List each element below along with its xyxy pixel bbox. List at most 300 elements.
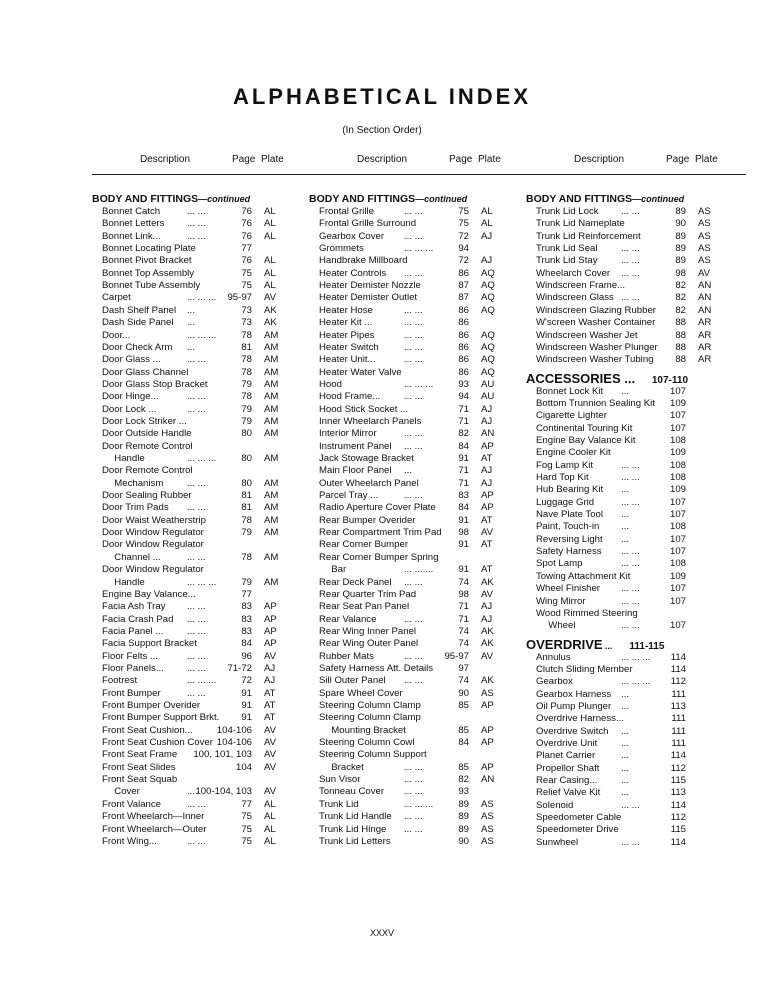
entry-description: Trunk Lid Stay bbox=[536, 255, 598, 267]
leader-dots: ... ... ... bbox=[621, 651, 651, 663]
entry-plate: AJ bbox=[481, 255, 493, 267]
index-entry bbox=[536, 726, 756, 738]
index-entry bbox=[102, 626, 322, 638]
leader-dots: ... ... bbox=[621, 459, 640, 471]
index-entry bbox=[102, 589, 322, 601]
index-entry bbox=[319, 749, 539, 761]
index-entry bbox=[102, 206, 322, 218]
plate-header: Plate bbox=[695, 154, 718, 165]
entry-description: Bonnet Catch bbox=[102, 206, 161, 217]
index-entry bbox=[536, 398, 756, 410]
index-entry bbox=[536, 410, 756, 422]
index-entry bbox=[102, 478, 322, 490]
entry-description: Bonnet Locating Plate bbox=[102, 243, 196, 255]
leader-dots: ... ... bbox=[187, 218, 206, 230]
leader-dots: ... bbox=[621, 762, 629, 774]
entry-description: Rear Valance bbox=[319, 613, 377, 625]
leader-dots: ... ... bbox=[621, 595, 640, 607]
entry-page: 113 bbox=[670, 700, 686, 712]
entry-description: Jack Stowage Bracket bbox=[319, 453, 414, 464]
entry-page: 108 bbox=[669, 434, 686, 446]
leader-dots: ... bbox=[621, 688, 629, 700]
entry-page: 109 bbox=[669, 570, 686, 582]
entry-description: Front Bumper Support Brkt. bbox=[102, 712, 220, 724]
index-entry bbox=[102, 737, 322, 749]
entry-description: Annulus bbox=[536, 651, 571, 663]
leader-dots: ... bbox=[621, 750, 629, 762]
entry-plate: AN bbox=[481, 774, 495, 786]
index-entry bbox=[102, 404, 322, 416]
entry-page: 84 bbox=[458, 502, 469, 514]
entry-description: Footrest bbox=[102, 675, 138, 687]
entry-plate: AL bbox=[264, 280, 276, 292]
entry-plate: AP bbox=[481, 724, 494, 736]
leader-dots: ... ... bbox=[187, 391, 206, 403]
entry-plate: AN bbox=[698, 280, 712, 292]
entry-page: 72 bbox=[241, 675, 252, 687]
index-entry bbox=[102, 688, 322, 700]
entry-page: 112 bbox=[670, 676, 686, 688]
leader-dots: ... bbox=[621, 509, 629, 521]
entry-description: Front Bumper bbox=[102, 687, 161, 699]
index-entry bbox=[319, 280, 539, 292]
entry-plate: AV bbox=[264, 786, 277, 798]
entry-plate: AQ bbox=[481, 366, 495, 378]
entry-description: Rear Wing Inner Panel bbox=[319, 625, 417, 637]
index-entry bbox=[319, 564, 539, 576]
entry-plate: AL bbox=[481, 206, 493, 217]
entry-page: 82 bbox=[675, 280, 686, 292]
entry-page: 88 bbox=[675, 329, 686, 341]
entry-page: 94 bbox=[458, 391, 469, 403]
entry-page: 86 bbox=[458, 366, 469, 378]
leader-dots: ... bbox=[621, 533, 629, 545]
entry-plate: AS bbox=[481, 823, 494, 835]
entry-page: 74 bbox=[458, 638, 469, 650]
entry-page: 71 bbox=[458, 465, 469, 477]
entry-plate: AT bbox=[481, 453, 493, 464]
entry-description: Inner Wheelarch Panels bbox=[319, 415, 422, 427]
entry-description: Door Glass Channel bbox=[102, 366, 189, 378]
entry-plate: AJ bbox=[481, 230, 493, 242]
entry-plate: AJ bbox=[481, 403, 493, 415]
entry-plate: AV bbox=[264, 761, 277, 773]
leader-dots: ... bbox=[621, 385, 629, 397]
index-entry bbox=[536, 787, 756, 799]
entry-description: Front Seat Cushion... bbox=[102, 724, 193, 736]
entry-page: 90 bbox=[458, 687, 469, 699]
index-entry bbox=[319, 342, 539, 354]
entry-description: Facia Panel ... bbox=[102, 625, 164, 637]
entry-description: Heater Water Valve bbox=[319, 366, 402, 378]
entry-page: 93 bbox=[458, 378, 469, 390]
entry-plate: AL bbox=[264, 267, 276, 279]
entry-description: Bonnet Link... bbox=[102, 230, 161, 242]
entry-page: 76 bbox=[241, 218, 252, 230]
entry-page: 80 bbox=[241, 477, 252, 489]
leader-dots: ... ... ... bbox=[621, 676, 651, 688]
index-entry bbox=[102, 663, 322, 675]
entry-page: 114 bbox=[670, 799, 686, 811]
index-entry bbox=[319, 737, 539, 749]
entry-page: 111 bbox=[671, 725, 686, 737]
entry-plate: AL bbox=[264, 218, 276, 230]
index-entry bbox=[102, 774, 322, 786]
entry-description: Bonnet Pivot Bracket bbox=[102, 255, 192, 267]
leader-dots: ... ... bbox=[404, 613, 423, 625]
index-entry bbox=[536, 268, 756, 280]
entry-plate: AV bbox=[481, 527, 494, 539]
index-entry bbox=[536, 342, 756, 354]
entry-description: Front Wheelarch—Inner bbox=[102, 811, 205, 823]
entry-description: Rear Wing Outer Panel bbox=[319, 638, 419, 650]
entry-description: Frontal Grille Surround bbox=[319, 218, 417, 230]
entry-page: 76 bbox=[241, 230, 252, 242]
entry-description: Overdrive Harness... bbox=[536, 713, 624, 725]
entry-plate: AK bbox=[481, 576, 494, 588]
entry-plate: AU bbox=[481, 378, 495, 390]
index-entry bbox=[536, 800, 756, 812]
leader-dots: ... ... bbox=[404, 267, 423, 279]
entry-plate: AN bbox=[481, 428, 495, 440]
entry-page: 73 bbox=[241, 304, 252, 316]
entry-plate: AS bbox=[698, 218, 711, 230]
entry-description: Engine Bay Valance Kit bbox=[536, 434, 636, 446]
page-number: XXXV bbox=[369, 928, 394, 938]
leader-dots: ... ... bbox=[621, 472, 640, 483]
index-entry bbox=[102, 601, 322, 613]
header-rule bbox=[526, 174, 746, 175]
index-entry bbox=[102, 836, 322, 848]
index-entry bbox=[102, 330, 322, 342]
entry-plate: AS bbox=[698, 206, 711, 217]
entry-description: Overdrive Switch bbox=[536, 725, 609, 737]
entry-page: 91 bbox=[458, 514, 469, 526]
leader-dots: ... bbox=[404, 465, 412, 477]
entry-plate: AP bbox=[481, 490, 494, 502]
entry-description: Interior Mirror bbox=[319, 428, 377, 440]
leader-dots: ... ... ... bbox=[404, 378, 434, 390]
entry-plate: AP bbox=[481, 700, 494, 711]
entry-page: 108 bbox=[669, 521, 686, 533]
entry-description: Overdrive Unit bbox=[536, 738, 598, 749]
entry-plate: AP bbox=[264, 601, 277, 613]
entry-description: Rear Quarter Trim Pad bbox=[319, 588, 417, 600]
entry-page: 114 bbox=[670, 651, 686, 663]
index-entry bbox=[102, 675, 322, 687]
entry-description: Windscreen Washer Tubing bbox=[536, 354, 654, 366]
entry-description: Wheelarch Cover bbox=[536, 267, 611, 279]
entry-plate: AT bbox=[264, 712, 276, 724]
entry-page: 91 bbox=[458, 539, 469, 551]
entry-description: Dash Side Panel bbox=[102, 317, 174, 329]
index-entry bbox=[102, 354, 322, 366]
entry-plate: AT bbox=[481, 514, 493, 526]
entry-plate: AU bbox=[481, 391, 495, 403]
description-header: Description bbox=[574, 154, 625, 165]
leader-dots: ... ... bbox=[404, 317, 423, 329]
entry-plate: AL bbox=[264, 798, 276, 810]
entry-page: 83 bbox=[241, 613, 252, 625]
leader-dots: ... ... bbox=[187, 835, 206, 847]
entry-description: Heater Kit ... bbox=[319, 317, 373, 329]
leader-dots: ... ... ... bbox=[187, 292, 217, 304]
entry-description: Speedometer Cable bbox=[536, 812, 622, 824]
page-header: Page bbox=[449, 154, 473, 165]
entry-page: 75 bbox=[241, 280, 252, 292]
entry-description: Trunk Lid Hinge bbox=[319, 823, 387, 835]
entry-description: Trunk Lid Reinforcement bbox=[536, 230, 641, 242]
entry-page: 72 bbox=[458, 255, 469, 267]
leader-dots: ... ... bbox=[404, 440, 423, 452]
entry-description: Safety Harness bbox=[536, 546, 602, 558]
index-entry bbox=[319, 836, 539, 848]
entry-page: 107 bbox=[669, 422, 686, 434]
index-entry bbox=[319, 317, 539, 329]
index-entry bbox=[536, 763, 756, 775]
entry-plate: AV bbox=[481, 588, 494, 600]
entry-description: Front Seat Squab bbox=[102, 774, 178, 786]
entry-plate: AV bbox=[698, 267, 711, 279]
entry-plate: AS bbox=[698, 243, 711, 255]
page-header: Page bbox=[666, 154, 690, 165]
index-entry bbox=[536, 484, 756, 496]
leader-dots: ... bbox=[187, 341, 195, 353]
entry-plate: AS bbox=[481, 811, 494, 823]
index-entry bbox=[536, 354, 756, 366]
entry-description: Sunwheel bbox=[536, 836, 579, 848]
index-entry bbox=[102, 712, 322, 724]
entry-description: Steering Column Clamp bbox=[319, 700, 421, 711]
index-entry bbox=[536, 676, 756, 688]
entry-plate: AN bbox=[698, 292, 712, 304]
entry-plate: AL bbox=[264, 823, 276, 835]
entry-description: Door... bbox=[102, 329, 131, 341]
entry-description: Carpet bbox=[102, 292, 131, 304]
entry-page: 81 bbox=[241, 490, 252, 502]
entry-plate: AS bbox=[481, 798, 494, 810]
entry-page: 78 bbox=[241, 551, 252, 563]
entry-description: Front Bumper Overider bbox=[102, 700, 201, 711]
leader-dots: ... ... bbox=[187, 502, 206, 514]
entry-description: Wood Rimmed Steering bbox=[536, 607, 638, 619]
index-entry bbox=[319, 453, 539, 465]
entry-plate: AT bbox=[264, 687, 276, 699]
page-subtitle: (In Section Order) bbox=[342, 125, 422, 136]
entry-page: 89 bbox=[675, 255, 686, 267]
entry-page: 75 bbox=[458, 206, 469, 217]
entry-page: 113 bbox=[670, 787, 686, 799]
entry-page: 107 bbox=[669, 533, 686, 545]
entry-description: Front Seat Frame bbox=[102, 749, 178, 761]
entry-description: Door Window Regulator bbox=[102, 527, 204, 539]
entry-page: 81 bbox=[241, 341, 252, 353]
entry-plate: AQ bbox=[481, 267, 495, 279]
entry-description: Bonnet Lock Kit bbox=[536, 385, 604, 397]
index-entry bbox=[319, 589, 539, 601]
entry-plate: AK bbox=[264, 304, 277, 316]
entry-plate: AS bbox=[698, 255, 711, 267]
entry-plate: AL bbox=[481, 218, 493, 230]
index-entry bbox=[536, 305, 756, 317]
entry-description: Door Hinge... bbox=[102, 391, 159, 403]
index-entry bbox=[102, 490, 322, 502]
entry-description: Gearbox bbox=[536, 676, 573, 688]
index-entry bbox=[319, 651, 539, 663]
entry-page: 79 bbox=[241, 576, 252, 588]
entry-description: Door Lock ... bbox=[102, 403, 157, 415]
index-entry bbox=[536, 738, 756, 750]
leader-dots: ... bbox=[621, 700, 629, 712]
entry-plate: AL bbox=[264, 255, 276, 267]
entry-page: 98 bbox=[675, 267, 686, 279]
description-header: Description bbox=[357, 154, 408, 165]
entry-description: Mounting Bracket bbox=[319, 724, 406, 736]
entry-page: 108 bbox=[669, 472, 686, 483]
entry-page: 104-106 bbox=[216, 737, 252, 749]
index-entry bbox=[536, 812, 756, 824]
page-title: ALPHABETICAL INDEX bbox=[232, 84, 532, 109]
index-entry bbox=[536, 423, 756, 435]
entry-description: Bracket bbox=[319, 761, 364, 773]
entry-page: 111 bbox=[671, 688, 686, 700]
entry-description: Channel ... bbox=[102, 551, 161, 563]
entry-page: 108 bbox=[669, 558, 686, 570]
index-entry bbox=[319, 255, 539, 267]
entry-description: Heater Hose bbox=[319, 304, 373, 316]
entry-description: Parcel Tray ... bbox=[319, 490, 379, 502]
index-entry bbox=[102, 638, 322, 650]
entry-page: 93 bbox=[458, 786, 469, 798]
index-entry bbox=[536, 292, 756, 304]
index-entry bbox=[102, 342, 322, 354]
entry-page: 71-72 bbox=[227, 662, 252, 674]
entry-page: 79 bbox=[241, 527, 252, 539]
index-entry bbox=[319, 675, 539, 687]
section-heading: BODY AND FITTINGS—continued bbox=[526, 193, 685, 205]
leader-dots: ... ... ... bbox=[404, 564, 434, 576]
index-entry bbox=[536, 558, 756, 570]
entry-page: 89 bbox=[458, 811, 469, 823]
entry-plate: AP bbox=[264, 613, 277, 625]
entry-description: Windscreen Glass bbox=[536, 292, 614, 304]
leader-dots: ... ... bbox=[187, 625, 206, 637]
entry-plate: AM bbox=[264, 329, 279, 341]
header-rule bbox=[92, 174, 312, 175]
entry-description: Wing Mirror bbox=[536, 595, 586, 607]
leader-dots: ... ... ... bbox=[187, 329, 217, 341]
entry-description: Handle bbox=[102, 576, 145, 588]
entry-page: 78 bbox=[241, 391, 252, 403]
entry-page: 91 bbox=[241, 700, 252, 711]
leader-dots: ... ... bbox=[404, 761, 423, 773]
entry-page: 86 bbox=[458, 267, 469, 279]
index-entry bbox=[319, 404, 539, 416]
entry-page: 79 bbox=[241, 403, 252, 415]
index-entry bbox=[319, 700, 539, 712]
entry-description: Sun Visor bbox=[319, 774, 361, 786]
leader-dots: ... ... bbox=[621, 583, 640, 595]
leader-dots: ... ... bbox=[187, 354, 206, 366]
entry-page: 82 bbox=[458, 428, 469, 440]
page-header: Page bbox=[232, 154, 256, 165]
entry-page: 82 bbox=[675, 292, 686, 304]
entry-description: Facia Support Bracket bbox=[102, 638, 197, 650]
entry-page: 88 bbox=[675, 317, 686, 329]
entry-page: 95-97 bbox=[444, 650, 469, 662]
entry-description: Bottom Trunnion Sealing Kit bbox=[536, 397, 655, 409]
index-entry bbox=[102, 292, 322, 304]
description-header: Description bbox=[140, 154, 191, 165]
entry-plate: AS bbox=[698, 230, 711, 242]
entry-plate: AQ bbox=[481, 329, 495, 341]
entry-plate: AQ bbox=[481, 304, 495, 316]
entry-plate: AM bbox=[264, 428, 279, 440]
leader-dots: ... ... bbox=[404, 391, 423, 403]
entry-description: Outer Wheelarch Panel bbox=[319, 477, 419, 489]
entry-description: W'screen Washer Container bbox=[536, 317, 656, 329]
entry-description: Rear Casing... bbox=[536, 775, 598, 787]
entry-page: 86 bbox=[458, 354, 469, 366]
entry-page: 88 bbox=[675, 354, 686, 366]
entry-plate: AM bbox=[264, 366, 279, 378]
index-entry bbox=[536, 206, 756, 218]
entry-plate: AM bbox=[264, 378, 279, 390]
entry-description: Steering Column Cowl bbox=[319, 737, 415, 749]
leader-dots: ... ... bbox=[621, 836, 640, 848]
entry-description: Handle bbox=[102, 453, 145, 464]
index-entry bbox=[536, 596, 756, 608]
index-entry bbox=[536, 447, 756, 459]
index-entry bbox=[536, 521, 756, 533]
index-entry bbox=[536, 824, 756, 836]
entry-description: Door Waist Weatherstrip bbox=[102, 514, 206, 526]
index-entry bbox=[102, 317, 322, 329]
index-entry bbox=[102, 539, 322, 551]
leader-dots: ... bbox=[187, 304, 195, 316]
entry-page: 86 bbox=[458, 329, 469, 341]
entry-page: 111 bbox=[671, 738, 686, 749]
entry-page: 89 bbox=[458, 823, 469, 835]
entry-description: Mechanism bbox=[102, 477, 164, 489]
index-entry bbox=[319, 305, 539, 317]
entry-page: 89 bbox=[675, 243, 686, 255]
index-entry bbox=[319, 577, 539, 589]
index-entry bbox=[102, 243, 322, 255]
entry-plate: AP bbox=[264, 638, 277, 650]
leader-dots: ... ... bbox=[187, 230, 206, 242]
entry-plate: AN bbox=[698, 304, 712, 316]
entry-description: Floor Panels... bbox=[102, 662, 164, 674]
entry-page: 107 bbox=[669, 620, 686, 632]
entry-description: Door Trim Pads bbox=[102, 502, 169, 514]
entry-description: Front Seat Slides bbox=[102, 761, 176, 773]
index-entry bbox=[102, 799, 322, 811]
entry-page: 89 bbox=[675, 206, 686, 217]
entry-plate: AV bbox=[264, 749, 277, 761]
entry-page: 89 bbox=[675, 230, 686, 242]
entry-plate: AT bbox=[481, 564, 493, 576]
entry-description: Windscreen Washer Jet bbox=[536, 329, 638, 341]
index-entry bbox=[102, 515, 322, 527]
entry-description: Oil Pump Plunger bbox=[536, 700, 612, 712]
index-entry bbox=[536, 255, 756, 267]
index-entry bbox=[319, 626, 539, 638]
entry-description: Trunk Lid Handle bbox=[319, 811, 392, 823]
index-entry bbox=[536, 243, 756, 255]
entry-plate: AJ bbox=[481, 601, 493, 613]
entry-page: 82 bbox=[458, 774, 469, 786]
